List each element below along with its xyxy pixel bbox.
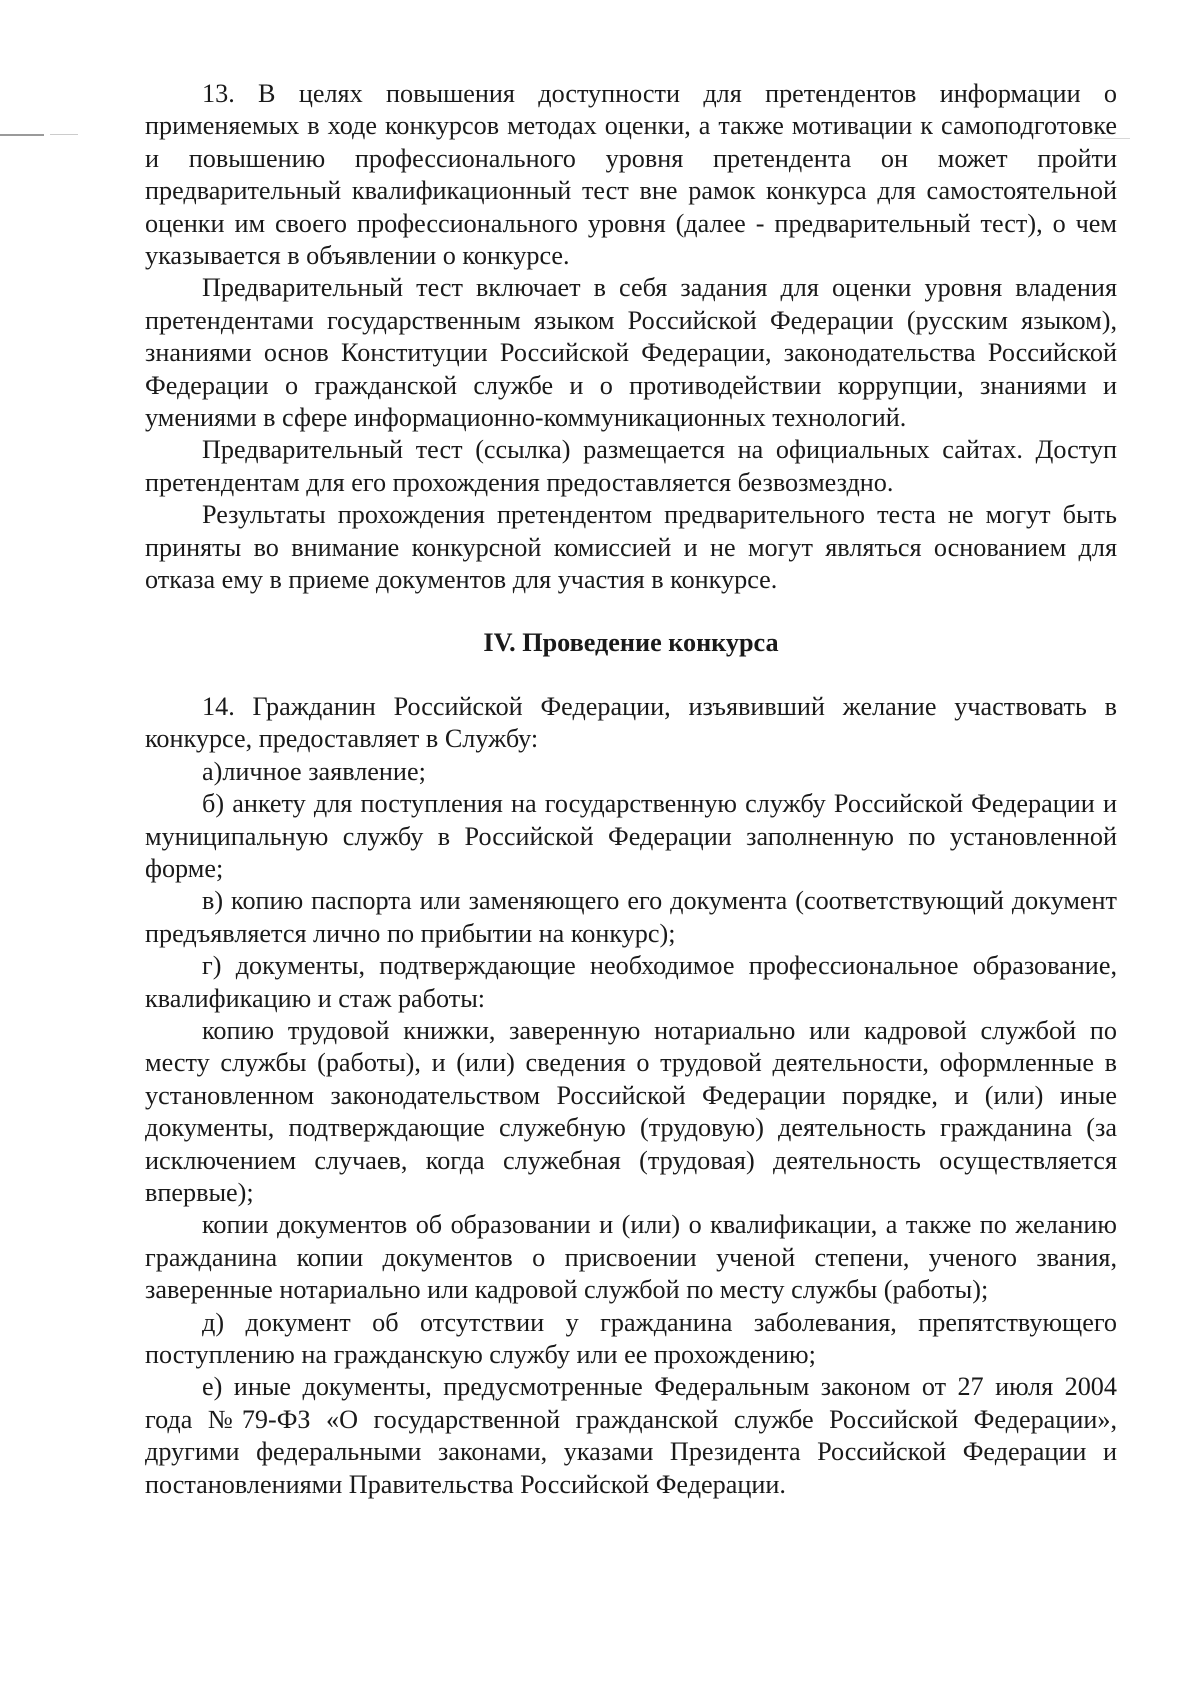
scan-artifact-mark [50, 134, 78, 135]
section-preliminary-test [145, 78, 1117, 597]
section-contest-conduct [145, 691, 1117, 1501]
list-item-g: г) документы, подтверждающие необходимое профессиональное образование, квалификацию и стаж работы: [145, 951, 1117, 1013]
paragraph-test-link: Предварительный тест (ссылка) размещается на официальных сайтах. Доступ претендентам для его прохождения предоставляется безвозмездно. [145, 435, 1117, 497]
document-page [145, 78, 1117, 1501]
paragraph-13: 13. В целях повышения доступности для претендентов информации о применяемых в ходе конкурсов методах оценки, а также мотивации к самоподготовке и повышению профессионального уровня претендента он может пройти предварительный квалификационный тест вне рамок конкурса для самостоятельной оценки им своего профессионального уровня (далее - предварительный тест), о чем указывается в объявлении о конкурсе. [145, 79, 1117, 271]
list-item-e: е) иные документы, предусмотренные Федеральным законом от 27 июля 2004 года №79-ФЗ «О государственной гражданской службе Российской Федерации», другими федеральными законами, указами Президента Российской Федерации и постановлениями Правительства Российской Федерации. [145, 1372, 1117, 1499]
list-item-v: в) копию паспорта или заменяющего его документа (соответствующий документ предъявляется лично по прибытии на конкурс); [145, 886, 1117, 948]
paragraph-work-book: копию трудовой книжки, заверенную нотариально или кадровой службой по месту службы (работы), и (или) сведения о трудовой деятельности, оформленные в установленном законодательством Российской Федерации порядке, и (или) иные документы, подтверждающие служебную (трудовую) деятельность гражданина (за исключением случаев, когда служебная (трудовая) деятельность осуществляется впервые); [145, 1015, 1117, 1207]
paragraph-14: 14. Гражданин Российской Федерации, изъявивший желание участвовать в конкурсе, предоставляет в Службу: [145, 691, 1117, 754]
paragraph-test-results: Результаты прохождения претендентом предварительного теста не могут быть приняты во внимание конкурсной комиссией и не могут являться основанием для отказа ему в приеме документов для участия в конкурсе. [145, 500, 1117, 595]
list-item-b: б) анкету для поступления на государственную службу Российской Федерации и муниципальную службу в Российской Федерации заполненную по установленной форме; [145, 789, 1117, 883]
scan-artifact-mark [0, 134, 44, 136]
list-item-a: а)личное заявление; [202, 756, 426, 786]
paragraph-education-docs: копии документов об образовании и (или) о квалификации, а также по желанию гражданина копии документов о присвоении ученой степени, ученого звания, заверенные нотариально или кадровой службой по месту службы (работы); [145, 1210, 1117, 1305]
section-heading: IV. Проведение конкурса [483, 627, 779, 657]
list-item-d: д) документ об отсутствии у гражданина заболевания, препятствующего поступлению на гражданскую службу или ее прохождению; [145, 1307, 1117, 1370]
paragraph-test-contents: Предварительный тест включает в себя задания для оценки уровня владения претендентами государственным языком Российской Федерации (русским языком), знаниями основ Конституции Российской Федерации, законодательства Российской Федерации о гражданской службе и о противодействии коррупции, знаниями и умениями в сфере информационно-коммуникационных технологий. [145, 273, 1117, 433]
